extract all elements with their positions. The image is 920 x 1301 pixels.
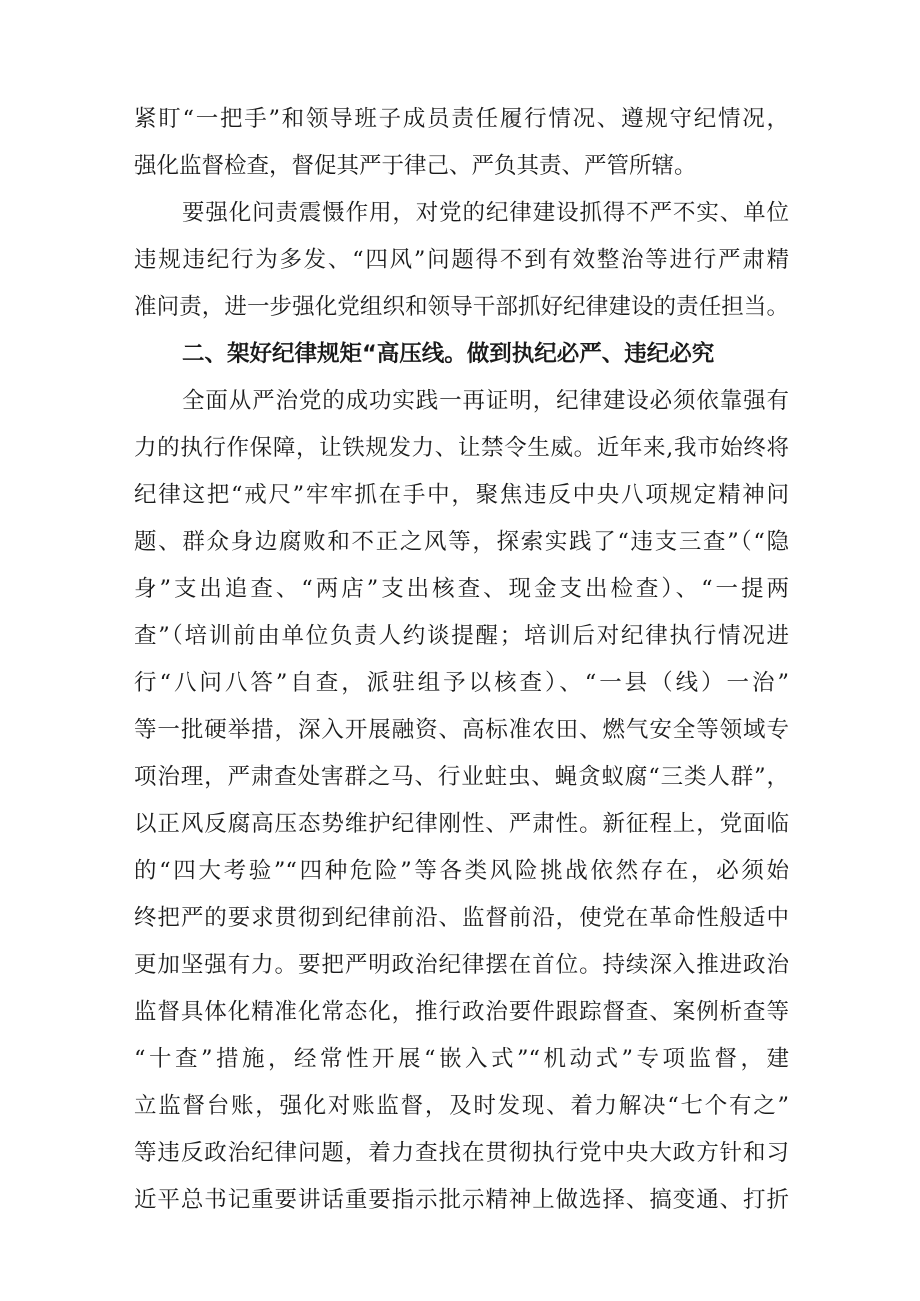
paragraph-line: 以正风反腐高压态势维护纪律刚性、严肃性。新征程上，党面临: [134, 811, 789, 837]
paragraph-line: 要强化问责震慑作用，对党的纪律建设抓得不严不实、单位: [182, 200, 789, 226]
paragraph-line: 行“八问八答”自查，派驻组予以核查）、“一县（线）一治”: [134, 670, 789, 696]
paragraph-line: 准问责，进一步强化党组织和领导干部抓好纪律建设的责任担当。: [134, 294, 789, 320]
paragraph-line: 更加坚强有力。要把严明政治纪律摆在首位。持续深入推进政治: [134, 952, 789, 978]
paragraph-line: “十查”措施，经常性开展“嵌入式”“机动式”专项监督，建: [134, 1046, 789, 1072]
paragraph-line: 项治理，严肃查处害群之马、行业蛀虫、蝇贪蚁腐“三类人群”，: [134, 764, 789, 790]
paragraph-line: 强化监督检查，督促其严于律己、严负其责、严管所辖。: [134, 153, 697, 179]
paragraph-line: 监督具体化精准化常态化，推行政治要件跟踪督查、案例析查等: [134, 999, 789, 1025]
paragraph-line: 违规违纪行为多发、“四风”问题得不到有效整治等进行严肃精: [134, 247, 789, 273]
paragraph-line: 紧盯“一把手”和领导班子成员责任履行情况、遵规守纪情况，: [134, 106, 789, 132]
document-body: [134, 96, 789, 1224]
paragraph-line: 终把严的要求贯彻到纪律前沿、监督前沿，使党在革命性般适中: [134, 905, 789, 931]
paragraph-line: 立监督台账，强化对账监督，及时发现、着力解决“七个有之”: [134, 1093, 789, 1119]
paragraph-line: 纪律这把“戒尺”牢牢抓在手中，聚焦违反中央八项规定精神问: [134, 482, 789, 508]
paragraph-line: 力的执行作保障，让铁规发力、让禁令生威。近年来,我市始终将: [134, 435, 789, 461]
paragraph-line: 查”（培训前由单位负责人约谈提醒；培训后对纪律执行情况进: [134, 623, 789, 649]
paragraph-line: 全面从严治党的成功实践一再证明，纪律建设必须依靠强有: [182, 388, 789, 414]
paragraph-line: 的“四大考验”“四种危险”等各类风险挑战依然存在，必须始: [134, 858, 789, 884]
section-heading: 二、架好纪律规矩“高压线。做到执纪必严、违纪必究: [182, 341, 715, 367]
paragraph-line: 题、群众身边腐败和不正之风等，探索实践了“违支三查”（“隐: [134, 529, 789, 555]
paragraph-line: 等一批硬举措，深入开展融资、高标准农田、燃气安全等领域专: [134, 717, 789, 743]
paragraph-line: 等违反政治纪律问题，着力查找在贯彻执行党中央大政方针和习: [134, 1140, 789, 1166]
paragraph-line: 身”支出追查、“两店”支出核查、现金支出检查）、“一提两: [134, 576, 789, 602]
paragraph-line: 近平总书记重要讲话重要指示批示精神上做选择、搞变通、打折: [134, 1187, 789, 1213]
